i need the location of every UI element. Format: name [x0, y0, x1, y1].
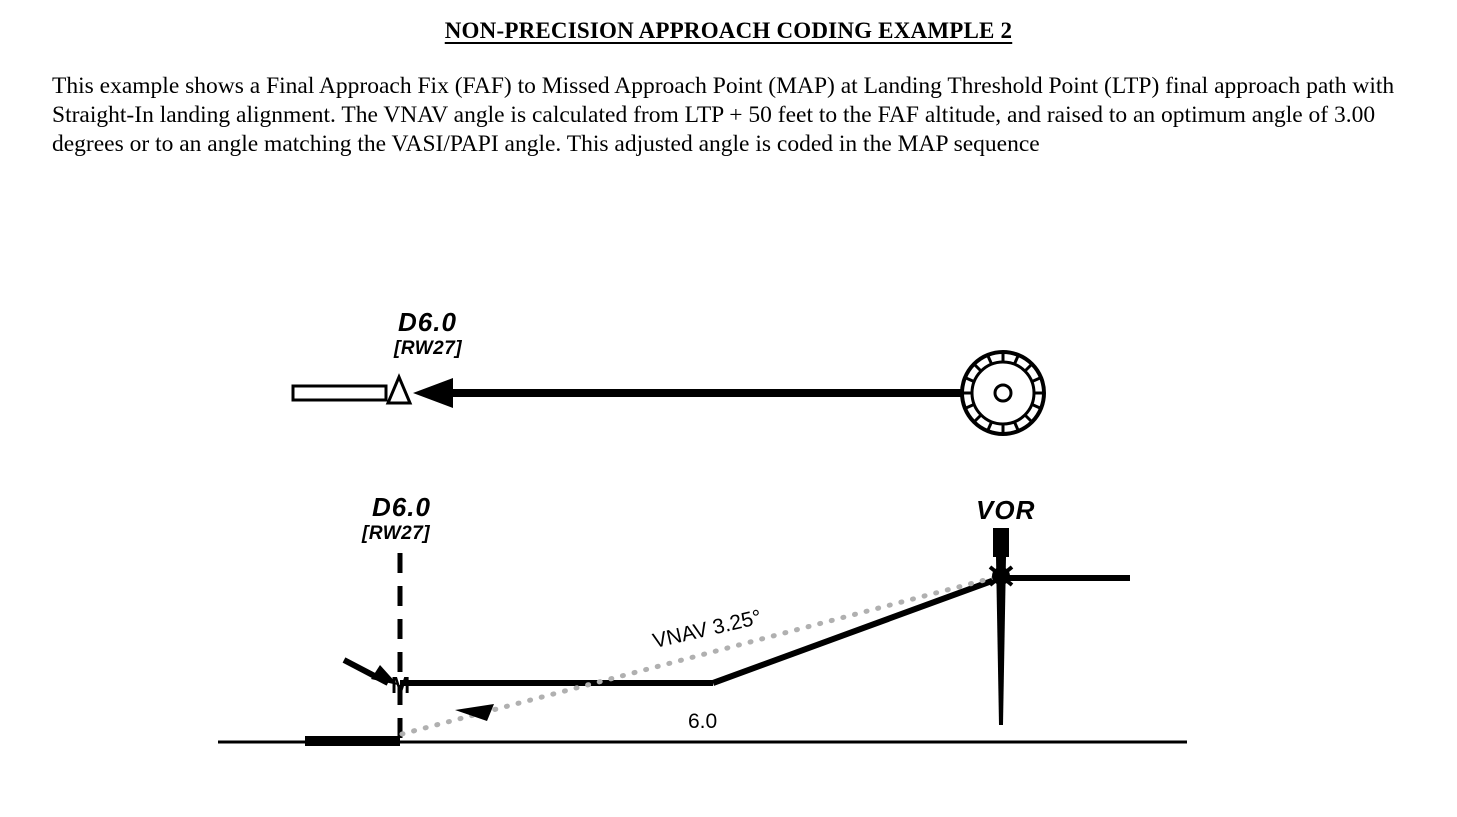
approach-diagram	[0, 255, 1457, 815]
plan-fix-ref: [RW27]	[394, 338, 463, 359]
profile-path	[400, 578, 1130, 683]
vnav-angle-label: VNAV 3.25°	[650, 605, 764, 654]
vor-station-icon	[990, 528, 1012, 725]
profile-fix-name: D6.0	[372, 492, 431, 522]
profile-fix-ref: [RW27]	[362, 523, 431, 544]
plan-fix-name: D6.0	[398, 307, 457, 337]
runway-icon	[293, 386, 386, 400]
map-point-label: M	[391, 672, 411, 698]
course-arrow-icon	[413, 378, 965, 408]
distance-label: 6.0	[688, 710, 718, 733]
profile-navaid-label: VOR	[976, 495, 1036, 525]
landing-threshold-icon	[305, 736, 400, 746]
intro-paragraph: This example shows a Final Approach Fix (FAF) to Missed Approach Point (MAP) at Landing Threshold Point (LTP) final approach path with Straight-In landing alignment. The VNAV angle is calculated from LTP + 50 feet to the FAF altitude, and raised to an optimum angle of 3.00 degrees or to an angle matching the VASI/PAPI angle. This adjusted angle is coded in the MAP sequence	[52, 73, 1395, 157]
missed-approach-arrow-icon	[344, 660, 398, 685]
map-triangle-icon	[388, 377, 410, 403]
page-title: NON-PRECISION APPROACH CODING EXAMPLE 2	[444, 18, 1013, 43]
vor-compass-rose-icon	[962, 352, 1044, 434]
diagram-canvas	[0, 255, 1457, 815]
